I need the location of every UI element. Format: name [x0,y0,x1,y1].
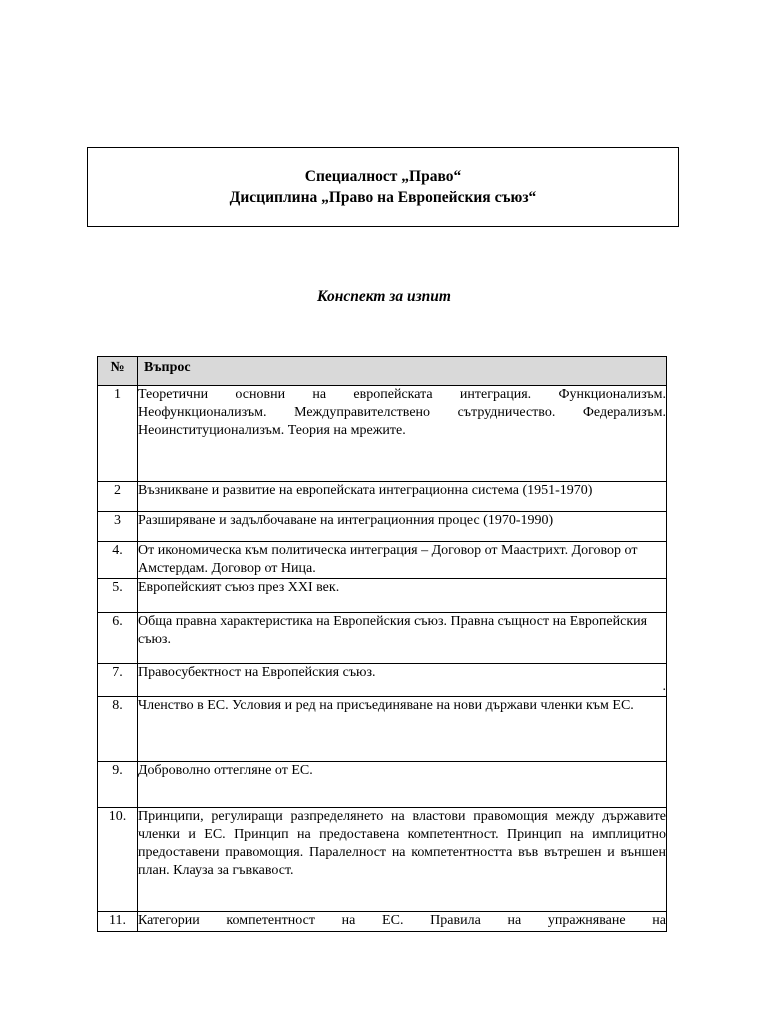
row-question-cell [138,664,667,697]
table-row [98,912,667,932]
row-number: 5. [98,579,138,613]
row-question: Разширяване и задълбочаване на интеграционния процес (1970-1990) [138,512,667,542]
row-question: Възникване и развитие на европейската интеграционна система (1951-1970) [138,482,667,512]
row-question: Доброволно оттегляне от ЕС. [138,762,667,808]
row-question: Членство в ЕС. Условия и ред на присъединяване на нови държави членки към ЕС. [138,697,667,762]
discipline-title: Дисциплина „Право на Европейския съюз“ [229,189,537,206]
row-question: Европейският съюз през XXI век. [138,579,667,613]
trailing-dot: . [662,679,666,694]
table-row [98,512,667,542]
exam-syllabus-title: Конспект за изпит [317,288,451,305]
table-row [98,386,667,482]
table-row [98,664,667,697]
table-row [98,613,667,664]
row-number: 10. [98,808,138,912]
row-number: 1 [98,386,138,482]
row-number: 6. [98,613,138,664]
question-column-header: Въпрос [138,357,667,386]
row-question: От икономическа към политическа интеграция – Договор от Маастрихт. Договор от Амстердам. Договор от Ница. [138,542,667,579]
exam-questions-table [97,356,667,932]
table-row [98,579,667,613]
specialty-title: Специалност „Право“ [304,168,462,185]
row-number: 8. [98,697,138,762]
row-question: Категории компетентност на ЕС. Правила на упражняване на [138,912,667,932]
row-number: 9. [98,762,138,808]
row-number: 4. [98,542,138,579]
table-row [98,697,667,762]
row-question: Правосубектност на Европейския съюз. [138,665,376,680]
table-row [98,808,667,912]
table-header-row [98,357,667,386]
row-number: 3 [98,512,138,542]
number-column-header: № [98,357,138,386]
document-header-box [87,147,679,227]
row-question: Принципи, регулиращи разпределянето на властови правомощия между държавите членки и ЕС. Принцип на предоставена компетентност. Принцип на имплицитно предоставени правомощия. Паралелност на компетентността във вътрешен и външен план. Клауза за гъвкавост. [138,808,667,912]
row-number: 2 [98,482,138,512]
table-row [98,542,667,579]
row-number: 7. [98,664,138,697]
table-row [98,762,667,808]
row-number: 11. [98,912,138,932]
row-question: Теоретични основни на европейската интеграция. Функционализъм. Неофункционализъм. Междуправителствено сътрудничество. Федерализъм. Неоинституционализъм. Теория на мрежите. [138,386,667,482]
row-question: Обща правна характеристика на Европейския съюз. Правна същност на Европейския съюз. [138,613,667,664]
table-row [98,482,667,512]
